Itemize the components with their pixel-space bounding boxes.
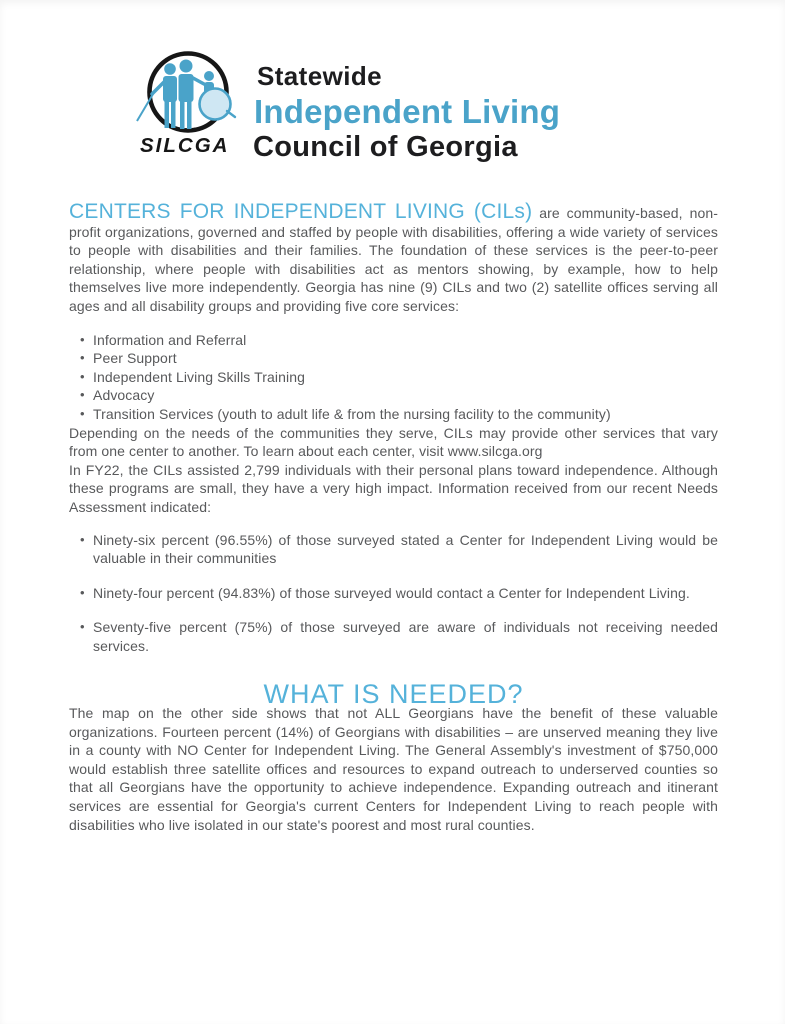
- what-is-needed-paragraph: The map on the other side shows that not ALL Georgians have the benefit of these valuable organizations. Fourteen percent (14%) of Georgians with disabilities – are unserved meaning they live in a county with NO Center for Independent Living. The General Assembly's investment of $750,000 would establish three satellite offices and resources to expand outreach to underserved counties so that all Georgians have the opportunity to achieve independence. Expanding outreach and itinerant services are essential for Georgia's current Centers for Independent Living to reach people with disabilities who live isolated in our state's poorest and most rural counties.: [69, 705, 718, 833]
- org-title-statewide: Statewide: [257, 61, 382, 91]
- silcga-logo: [132, 48, 264, 162]
- fy22-paragraph: In FY22, the CILs assisted 2,799 individuals with their personal plans toward independence. Although these programs are small, they have a very high impact. Information received from our recent Needs Assessment indicated:: [69, 461, 718, 515]
- org-title-independent-living: Independent Living: [254, 93, 561, 130]
- core-service-label: Advocacy: [93, 387, 155, 404]
- list-item: [93, 368, 718, 387]
- survey-findings-list: [69, 531, 718, 656]
- wheelchair-wheel-icon: [200, 89, 231, 120]
- core-service-label: Independent Living Skills Training: [93, 368, 305, 385]
- person-figure-middle-icon: [179, 60, 205, 130]
- website-link[interactable]: www.silcga.org: [447, 443, 543, 460]
- org-title-council-of-georgia: Council of Georgia: [253, 131, 518, 163]
- cils-heading: CENTERS FOR INDEPENDENT LIVING (CILs): [69, 200, 533, 223]
- core-service-label: Information and Referral: [93, 331, 247, 348]
- list-item: [93, 331, 718, 350]
- list-item: [93, 618, 718, 655]
- intro-paragraph: [69, 200, 718, 316]
- logo-acronym: SILCGA: [140, 134, 230, 157]
- core-service-label: Peer Support: [93, 350, 177, 367]
- list-item: [93, 584, 718, 603]
- child-in-wheelchair-icon: [200, 71, 236, 120]
- list-item: [93, 531, 718, 568]
- list-item: [93, 405, 718, 424]
- other-services-paragraph: [69, 424, 718, 461]
- other-services-text: Depending on the needs of the communities they serve, CILs may provide other services that vary from one center to another. To learn about each center, visit: [69, 424, 718, 460]
- document-content: [69, 200, 718, 834]
- list-item: [93, 386, 718, 405]
- core-service-label: Transition Services (youth to adult life & from the nursing facility to the community): [93, 405, 611, 422]
- what-is-needed-heading: WHAT IS NEEDED?: [263, 679, 524, 710]
- core-services-list: [69, 331, 718, 424]
- intro-text: are community-based, non-profit organizations, governed and staffed by people with disabilities, offering a wide variety of services to people with disabilities and their families. The foundation of these services is the peer-to-peer relationship, where people with disabilities act as mentors showing, by example, how to help themselves live more independently. Georgia has nine (9) CILs and two (2) satellite offices serving all ages and all disability groups and providing five core services:: [69, 205, 718, 314]
- list-item: [93, 349, 718, 368]
- survey-finding-label: Seventy-five percent (75%) of those surveyed are aware of individuals not receiving needed services.: [93, 619, 718, 654]
- survey-finding-label: Ninety-four percent (94.83%) of those surveyed would contact a Center for Independent Living.: [93, 584, 690, 601]
- survey-finding-label: Ninety-six percent (96.55%) of those surveyed stated a Center for Independent Living would be valuable in their communities: [93, 531, 718, 567]
